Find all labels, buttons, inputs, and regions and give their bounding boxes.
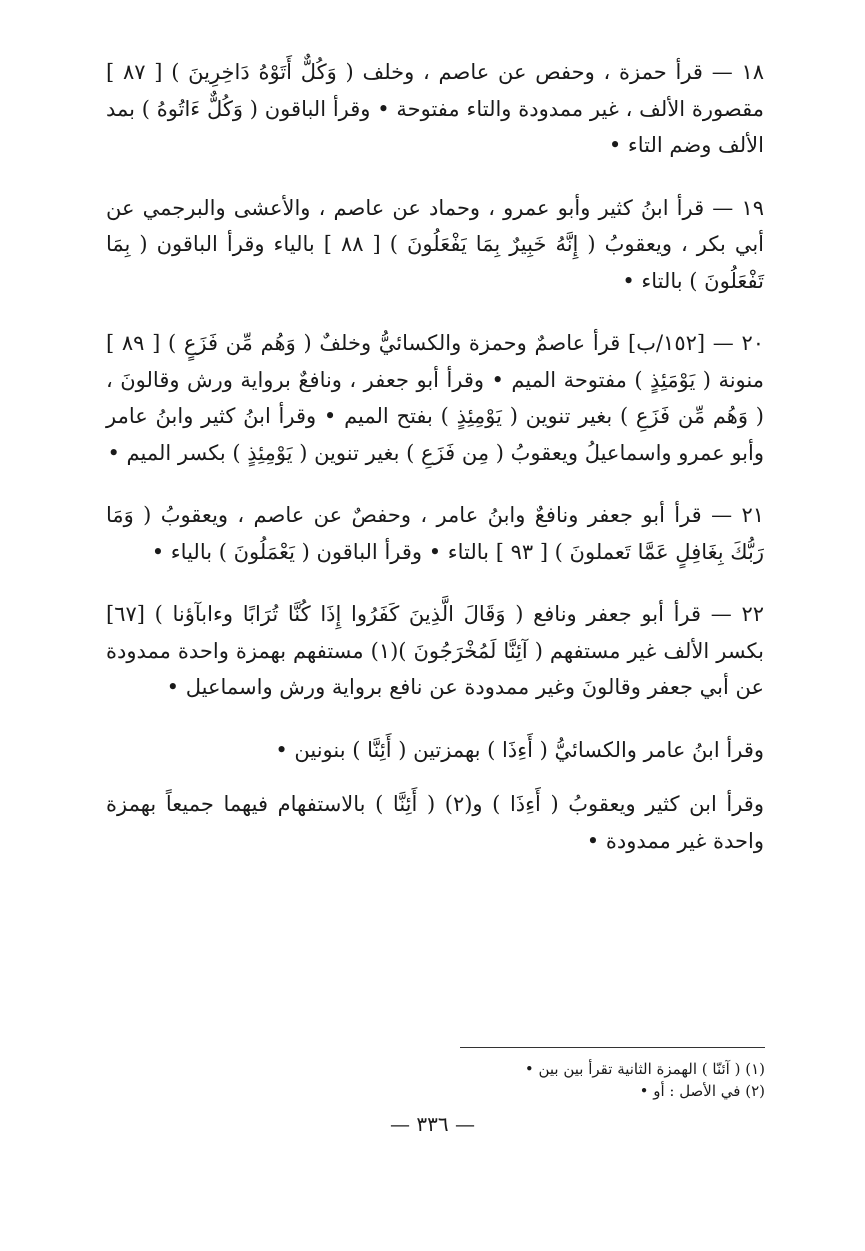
- paragraph-19: ١٩ — قرأ ابنُ كثير وأبو عمرو ، وحماد عن عاصم ، والأعشى والبرجمي عن أبي بكر ، ويعقوبُ ( إِنَّهُ خَبِيرٌ بِمَا يَفْعَلُونَ ) [ ٨٨ ] بالياء وقرأ الباقون ( بِمَا تَفْعَلُونَ ) بالتاء •: [106, 195, 764, 293]
- footnote-divider: [460, 1047, 765, 1048]
- paragraph-ibn-kathir: وقرأ ابن كثير ويعقوبُ ( أَءِذَا ) و(٢) ( أَئِنَّا ) بالاستفهام فيهما جميعاً بهمزة واحدة غير ممدودة •: [106, 792, 764, 853]
- page-body: [106, 54, 764, 885]
- footnote-1: (١) ( آئنّا ) الهمزة الثانية تقرأ بين بين •: [524, 1060, 765, 1078]
- paragraph-21: ٢١ — قرأ أبو جعفر ونافعٌ وابنُ عامر ، وحفصٌ عن عاصم ، ويعقوبُ ( وَمَا رَبُّكَ بِغَافِلٍ عَمَّا تَعملونَ ) [ ٩٣ ] بالتاء • وقرأ الباقون ( يَعْمَلُونَ ) بالياء •: [106, 503, 764, 564]
- page-number: — ٣٣٦ —: [390, 1112, 475, 1136]
- paragraph-ibn-amir: وقرأ ابنُ عامر والكسائيُّ ( أَءِذَا ) بهمزتين ( أَئِنَّا ) بنونين •: [275, 737, 764, 762]
- footnote-2: (٢) في الأصل : أو •: [639, 1082, 765, 1100]
- paragraph-20: ٢٠ — [١٥٢/ب] قرأ عاصمٌ وحمزة والكسائيُّ وخلفٌ ( وَهُم مِّن فَزَعٍ ) [ ٨٩ ] منونة ( يَوْمَئِذٍ ) مفتوحة الميم • وقرأ أبو جعفر ، ونافعٌ برواية ورش وقالونَ ، ( وَهُم مِّن فَزَعِ ) بغير تنوين ( يَوْمِئِذٍ ) بفتح الميم • وقرأ ابنُ كثير وابنُ عامر وأبو عمرو واسماعيلُ ويعقوبُ ( مِن فَزَعِ ) بغير تنوين ( يَوْمِئِذٍ ) بكسر الميم •: [106, 331, 764, 465]
- footnotes: [345, 1058, 765, 1102]
- paragraph-18: ١٨ — قرأ حمزة ، وحفص عن عاصم ، وخلف ( وَكُلٌّ أَتَوْهُ دَاخِرِينَ ) [ ٨٧ ] مقصورة الألف ، غير ممدودة والتاء مفتوحة • وقرأ الباقون ( وَكُلٌّ ءَاتُوهُ ) بمد الألف وضم التاء •: [106, 60, 765, 157]
- paragraph-22: ٢٢ — قرأ أبو جعفر ونافع ( وَقَالَ الَّذِينَ كَفَرُوا إِذَا كُنَّا تُرَابًا وءابآؤنا ) [٦٧] بكسر الألف غير مستفهم ( آئِنَّا لَمُخْرَجُونَ )(١) مستفهم بهمزة واحدة ممدودة عن أبي جعفر وقالونَ وغير ممدودة عن نافع برواية ورش واسماعيل •: [106, 602, 765, 699]
